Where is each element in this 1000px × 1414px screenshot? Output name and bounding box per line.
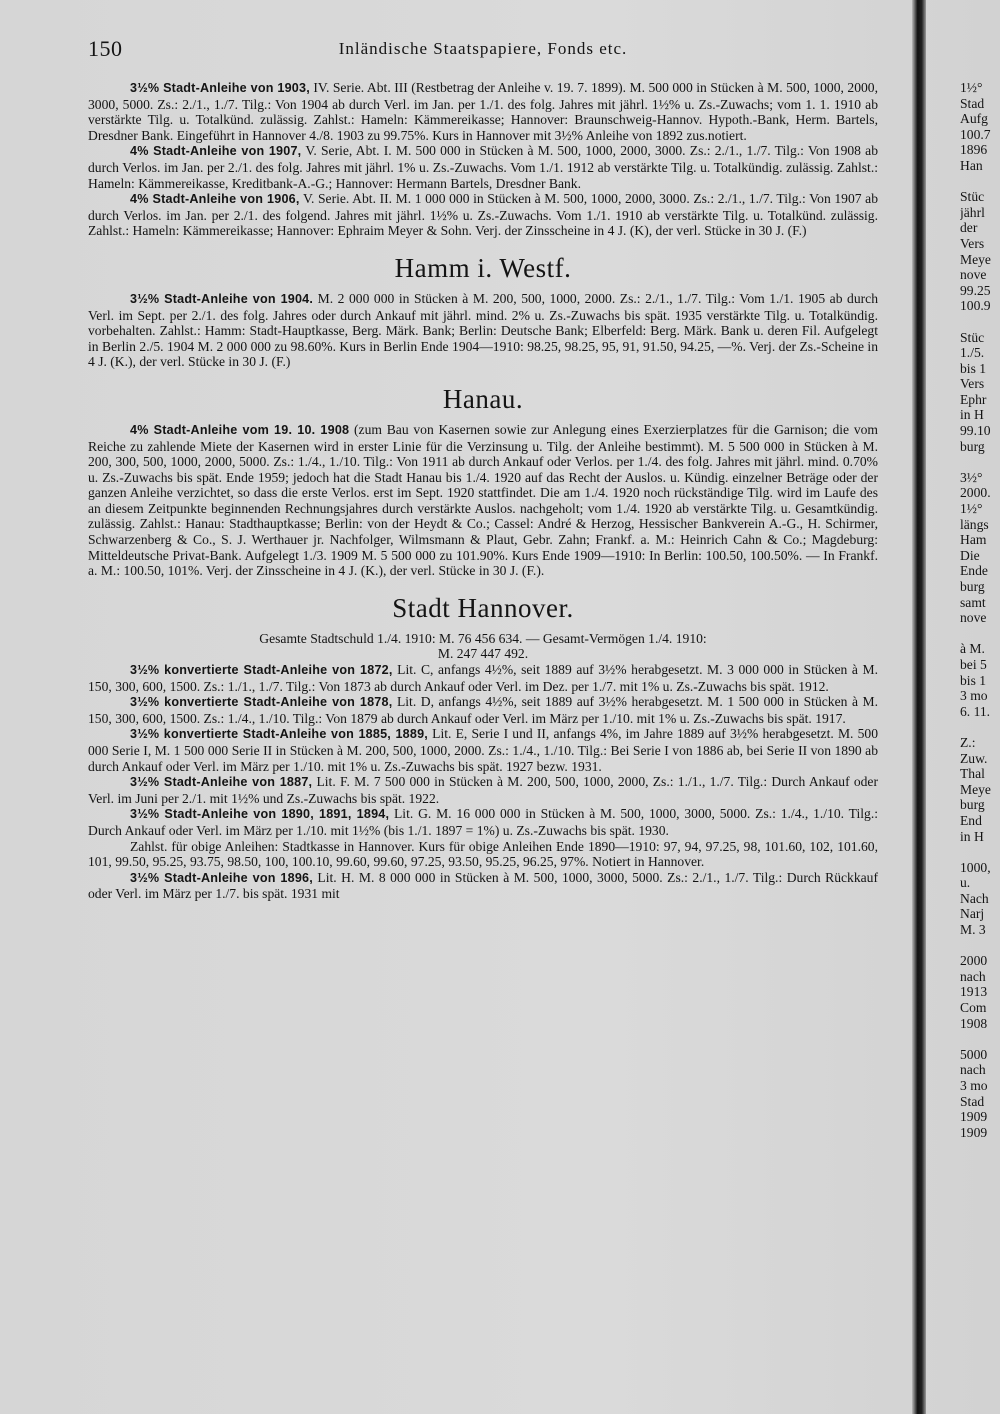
- entry-head: 4% Stadt-Anleihe vom 19. 10. 1908: [130, 422, 350, 437]
- entry-text: IV. Serie. Abt. III (Restbetrag der Anleihe v. 19. 7. 1899). M. 500 000 in Stücken à M. 500, 1000, 2000, 3000, 5000. Zs.: 2./1., 1./7. Tilg.: Von 1904 ab durch Verl. im Jan. per 1./1. des folg. Jahres mit jährl. 1½% u. Zs.-Zuwachs; vom 1. 1. 1910 ab verstärkte Tilg. u. Totalkünd. zulässig. Zahlst.: Hameln: Kämmereikasse; Hannover: Braunschweig-Hannov. Hypoth.-Bank, Herm. Bartels, Dresdner Bank. Eingeführt in Hannover 4./8. 1903 zu 99.75%. Kurs in Hannover mit 3½% Anleihe von 1892 zus.notiert.: [88, 80, 878, 143]
- neighbor-fragment: 3 mo: [960, 688, 988, 704]
- neighbor-fragment: Vers: [960, 376, 985, 392]
- neighbor-fragment: 3 mo: [960, 1078, 988, 1093]
- entry-paragraph: [88, 662, 878, 694]
- neighbor-fragment: [960, 626, 1000, 642]
- running-title: Inländische Staatspapiere, Fonds etc.: [338, 39, 628, 58]
- entry-paragraph: [88, 839, 878, 870]
- neighbor-fragment: Aufg: [960, 111, 988, 127]
- entry-head: 3½% konvertierte Stadt-Anleihe von 1885, 1889,: [130, 727, 428, 742]
- debt-summary: Gesamte Stadtschuld 1./4. 1910: M. 76 456 634. — Gesamt-Vermögen 1./4. 1910:: [259, 630, 707, 646]
- neighbor-fragment: 1000,: [960, 859, 991, 875]
- neighbor-fragment: Han: [960, 157, 983, 173]
- neighbor-fragment: [960, 1031, 1000, 1047]
- neighbor-fragment: Die: [960, 547, 980, 563]
- running-head: [88, 36, 878, 66]
- entry-head: 3½% Stadt-Anleihe von 1890, 1891, 1894,: [130, 807, 390, 822]
- asset-summary: M. 247 447 492.: [437, 646, 529, 662]
- neighbor-fragment: [960, 938, 1000, 954]
- neighbor-fragment: Thal: [960, 766, 985, 782]
- neighbor-fragment: 2000.: [960, 485, 991, 501]
- neighbor-fragment: bis 1: [960, 360, 987, 376]
- neighbor-fragment: Ende: [960, 563, 988, 579]
- entry-text: Zahlst. für obige Anleihen: Stadtkasse in Hannover. Kurs für obige Anleihen Ende 1890—1910: 97, 94, 97.25, 98, 101.60, 102, 101.60, 101, 99.50, 95.25, 93.75, 98.50, 100, 100.10, 99.60, 99.60, 97.25, 93.50, 95.25, 96.25, 97%. Notiert in Hannover.: [88, 838, 878, 870]
- entry-paragraph: [88, 80, 878, 143]
- neighbor-fragment: nach: [960, 1062, 986, 1078]
- neighbor-fragment: Meye: [960, 781, 991, 797]
- neighbor-fragment: in H: [960, 407, 984, 423]
- neighbor-fragment: Stad: [960, 1093, 985, 1109]
- neighbor-fragment: in H: [960, 828, 984, 844]
- entry-paragraph: [88, 806, 878, 838]
- neighbor-fragment: Vers: [960, 235, 985, 251]
- neighbor-fragment: u.: [960, 875, 971, 891]
- neighbor-fragment: Com: [960, 1000, 987, 1016]
- neighbor-fragment: samt: [960, 594, 986, 610]
- neighbor-fragment: der: [960, 220, 978, 236]
- page-number: 150: [88, 36, 123, 61]
- entry-text: V. Serie. Abt. II. M. 1 000 000 in Stücken à M. 500, 1000, 2000, 3000. Zs.: 2./1., 1./7. Tilg.: Von 1907 ab durch Verlos. im Jan. per 2./1. des folgend. Jahres mit jährl. 1½% u. Zs.-Zuwachs. Vom 1./1. 1910 ab verstärkte Tilg. u. Totalkünd. zulässig. Zahlst.: Hameln: Kämmereikasse; Hannover: Ephraim Meyer & Sohn. Verj. der Zinsscheine in 4 J. (K), der verl. Stücke in 30 J. (F.): [88, 191, 878, 239]
- section-heading-hanau: Hanau.: [442, 383, 524, 414]
- neighbor-fragment: 1½°: [960, 501, 983, 517]
- neighbor-fragment: burg: [960, 438, 985, 454]
- neighbor-fragment: 1913: [960, 984, 988, 1000]
- neighbor-fragment: burg: [960, 797, 985, 813]
- neighbor-fragment: [960, 844, 1000, 860]
- neighbor-fragment: Nach: [960, 890, 989, 906]
- neighbor-fragment: 100.7: [960, 126, 991, 142]
- neighbor-fragment: nove: [960, 267, 987, 283]
- neighbor-fragment: 3½°: [960, 469, 983, 485]
- entry-text: Lit. D, anfangs 4½%, seit 1889 auf 3½% herabgesetzt. M. 1 500 000 in Stücken à M. 150, 300, 600, 1500. Zs.: 1./4., 1./10. Tilg.: Von 1879 ab durch Ankauf oder Verl. im März per 1./10. mit 1% u. Zs.-Zuwachs bis spät. 1917.: [88, 694, 878, 726]
- neighbor-fragment: [960, 454, 1000, 470]
- entry-text: Lit. G. M. 16 000 000 in Stücken à M. 500, 1000, 3000, 5000. Zs.: 1./4., 1./10. Tilg.: Durch Ankauf oder Verl. im März per 1./10. mit 1½% (bis 1./1. 1897 = 1%) u. Zs.-Zuwachs bis spät. 1930.: [88, 806, 878, 838]
- neighbor-fragment: burg: [960, 579, 985, 594]
- entry-text: Lit. C, anfangs 4½%, seit 1889 auf 3½% herabgesetzt. M. 3 000 000 in Stücken à M. 150, 300, 600, 1500. Zs.: 1./1., 1./7. Tilg.: Von 1873 ab durch Ankauf oder Verl. im Dez. per 1./7. mit 1% u. Zs.-Zuwachs bis spät. 1912.: [88, 662, 878, 694]
- section-heading-hannover: Stadt Hannover.: [392, 592, 574, 623]
- neighbor-fragment: nach: [960, 968, 986, 984]
- neighbor-fragment: längs: [960, 516, 989, 532]
- neighbor-fragment: [960, 174, 1000, 190]
- neighbor-fragment: 6. 11.: [960, 703, 991, 719]
- neighbor-fragment: Meye: [960, 251, 991, 267]
- entry-paragraph: [88, 694, 878, 726]
- entry-text: Lit. F. M. 7 500 000 in Stücken à M. 200, 500, 1000, 2000, Zs.: 1./1., 1./7. Tilg.: Durch Ankauf oder Verl. im Juni per 2./1. mit 1½% und Zs.-Zuwachs bis spät. 1922.: [88, 774, 878, 806]
- neighbor-fragment: M. 3: [960, 922, 986, 938]
- neighbor-fragment: [960, 719, 1000, 735]
- neighbor-fragment: 1½°: [960, 80, 983, 95]
- entry-head: 3½% Stadt-Anleihe von 1903,: [130, 81, 310, 95]
- main-column: [88, 80, 878, 902]
- neighbor-fragment: End: [960, 812, 982, 828]
- neighbor-fragment: [960, 314, 1000, 330]
- entry-paragraph: [88, 422, 878, 579]
- entry-head: 3½% Stadt-Anleihe von 1904.: [130, 291, 314, 306]
- neighbor-fragment: 1908: [960, 1015, 988, 1031]
- entry-paragraph: [88, 291, 878, 370]
- entry-paragraph: [88, 143, 878, 191]
- entry-head: 3½% Stadt-Anleihe von 1896,: [130, 870, 313, 885]
- entry-paragraph: [88, 191, 878, 239]
- neighbor-fragment: 1909: [960, 1109, 988, 1125]
- neighbor-fragment: Narj: [960, 906, 985, 922]
- neighbor-fragment: 1896: [960, 142, 988, 158]
- neighbor-page-fragments: [960, 80, 1000, 1140]
- neighbor-fragment: Stüc: [960, 189, 985, 205]
- neighbor-fragment: Stüc: [960, 329, 985, 345]
- entry-head: 3½% konvertierte Stadt-Anleihe von 1872,: [130, 663, 393, 678]
- entry-head: 3½% Stadt-Anleihe von 1887,: [130, 775, 313, 790]
- neighbor-fragment: nove: [960, 610, 987, 626]
- entry-paragraph: [88, 774, 878, 806]
- neighbor-fragment: 1./5.: [960, 345, 985, 361]
- neighbor-fragment: Stad: [960, 95, 985, 111]
- book-gutter: [912, 0, 926, 1414]
- neighbor-fragment: Z.:: [960, 734, 976, 750]
- entry-text: M. 2 000 000 in Stücken à M. 200, 500, 1000, 2000. Zs.: 2./1., 1./7. Tilg.: Vom 1./1. 1905 ab durch Verl. im Sept. per 2./1. des folg. Jahres oder durch Ankauf mit jährl. mind. 2% u. Zs.-Zuwachs bis spät. 1935 verstärkte Tilg. u. Totalkündig. vorbehalten. Zahlst.: Hamm: Stadt-Hauptkasse, Berg. Märk. Bank; Berlin: Deutsche Bank; Elberfeld: Berg. Märk. Bank u. deren Fil. Aufgelegt in Berlin 2./5. 1904 M. 2 000 000 zu 98.60%. Kurs in Berlin Ende 1904—1910: 98.25, 98.25, 95, 91, 91.50, 94.25, —%. Verj. der Zs.-Scheine in 4 J. (K.), der verl. Stücke in 30 J. (F.): [88, 290, 879, 370]
- entry-paragraph: [88, 726, 878, 774]
- entry-head: 4% Stadt-Anleihe von 1906,: [130, 192, 300, 207]
- section-heading-hamm: Hamm i. Westf.: [394, 252, 572, 283]
- entry-text: Lit. E, Serie I und II, anfangs 4%, im Jahre 1889 auf 3½% herabgesetzt. M. 500 000 Serie I, M. 1 500 000 Serie II in Stücken à M. 200, 500, 1000, 2000. Zs.: 1./4., 1./10. Tilg.: Bei Serie I von 1886 ab, bei Serie II von 1890 ab durch Ankauf oder Verl. im März per 1./10. mit 1% u. Zs.-Zuwachs bis spät. 1927 bezw. 1931.: [88, 726, 879, 774]
- neighbor-fragment: Zuw.: [960, 750, 988, 766]
- entry-text: V. Serie, Abt. I. M. 500 000 in Stücken à M. 500, 1000, 2000, 3000. Zs.: 2./1., 1./7. Tilg.: Von 1908 ab durch Verlos. im Jan. per 2./1. des folg. Jahres mit jährl. 1% u. Zs.-Zuwachs. Vom 1./1. 1912 ab verstärkte Tilg. u. Totalkündig. zulässig. Zahlst.: Hameln: Kämmereikasse, Kreditbank-A.-G.; Hannover: Hermann Bartels, Dresdner Bank.: [88, 143, 878, 191]
- neighbor-fragment: bei 5: [960, 656, 987, 672]
- neighbor-fragment: Ham: [960, 532, 987, 548]
- entry-paragraph: [88, 870, 878, 902]
- neighbor-fragment: Ephr: [960, 391, 987, 407]
- neighbor-fragment: jährl: [960, 204, 985, 220]
- entry-text: Lit. H. M. 8 000 000 in Stücken à M. 500, 1000, 3000, 5000. Zs.: 2./1., 1./7. Tilg.: Durch Rückkauf oder Verl. im März per 1./7. bis spät. 1931 mit: [88, 869, 879, 902]
- entry-head: 4% Stadt-Anleihe von 1907,: [130, 144, 302, 159]
- neighbor-fragment: 100.9: [960, 298, 991, 314]
- neighbor-fragment: 2000: [960, 953, 988, 969]
- entry-head: 3½% konvertierte Stadt-Anleihe von 1878,: [130, 695, 393, 710]
- neighbor-fragment: bis 1: [960, 672, 987, 688]
- neighbor-fragment: 99.10: [960, 423, 991, 439]
- entry-text: (zum Bau von Kasernen sowie zur Anlegung eines Exerzierplatzes für die Garnison; die vom Reiche zu zahlende Miete der Kasernen wird in erster Linie für die Verzinsung u. Tilg. der Anleihe bestimmt). M. 5 500 000 in Stücken à M. 200, 300, 500, 1000, 2000, 5000. Zs.: 1./4., 1./10. Tilg.: Von 1911 ab durch Ankauf oder Verlos. per 1./4. des folg. Jahres mit jährl. mind. 0.70% u. Zs.-Zuwachs bis spät. Ende 1959; jedoch hat die Stadt Hanau bis 1./4. 1920 auf das Recht der Auslos. u. Kündig. einzelner Beträge oder der ganzen Anleihe verzichtet, so dass die erste Verlos. erst im Sept. 1920 stattfindet. Die am 1./4. 1920 noch rückständige Tilg. wird im Laufe des an diesem Zeitpunkte beginnenden Rechnungsjahres durch verstärkte Auslos. nachgeholt; vom 1./4. 1920 ab verstärkte Tilg. u. Gesamtkündig. zulässig. Zahlst.: Hanau: Stadthauptkasse; Berlin: von der Heydt & Co.; Cassel: André & Herzog, Hessischer Bankverein A.-G., H. Schirmer, Schwarzenberg & Co., S. J. Werthauer jr. Nachfolger, Wilmsmann & Plaut, Gebr. Zahn; Frankf. a. M.: Heinrich Cahn & Co.; Magdeburg: Mitteldeutsche Privat-Bank. Aufgelegt 1./3. 1909 M. 5 500 000 zu 101.90%. Kurs Ende 1909—1910: In Berlin: 100.50, 100.50%. — In Frankf. a. M.: 100.50, 101%. Verj. der Zinsscheine in 4 J. (K.), der verl. Stücke in 30 J. (F.).: [88, 421, 879, 579]
- neighbor-fragment: 5000: [960, 1046, 988, 1062]
- neighbor-fragment: 99.25: [960, 282, 991, 298]
- neighbor-fragment: à M.: [960, 641, 985, 657]
- neighbor-fragment: 1909: [960, 1124, 988, 1140]
